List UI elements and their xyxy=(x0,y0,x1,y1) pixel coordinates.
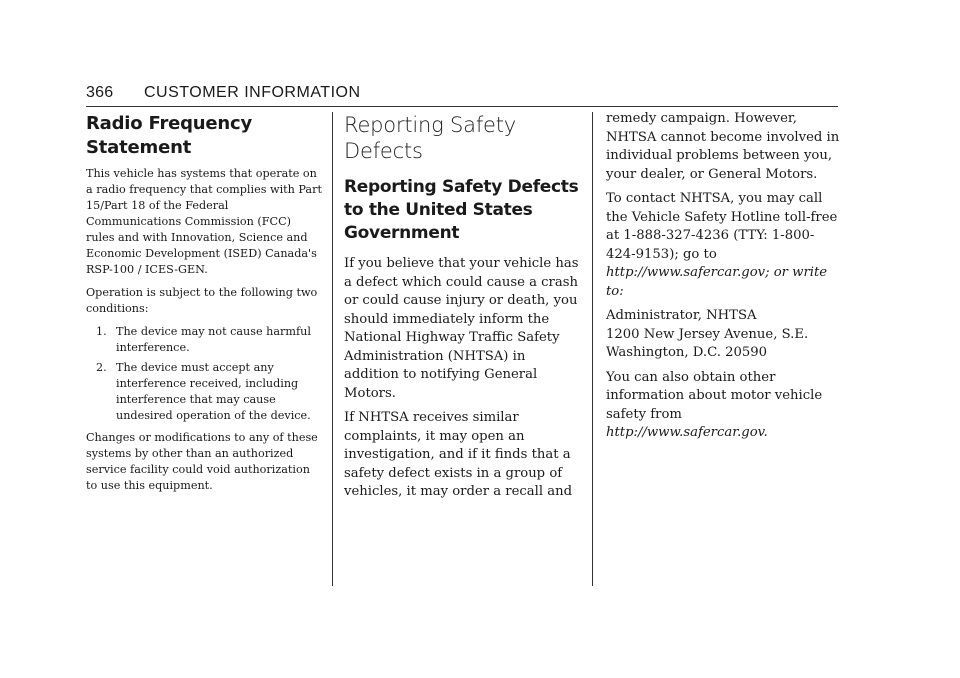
conditions-list xyxy=(86,324,322,424)
safercar-link[interactable]: http://www.safercar.gov xyxy=(606,265,766,280)
address-line: 1200 New Jersey Avenue, S.E. xyxy=(606,326,809,342)
column-middle xyxy=(344,110,580,508)
us-government-subheading: Reporting Safety Defects to the United States Government xyxy=(344,177,579,243)
contact-paragraph xyxy=(606,190,842,301)
radio-frequency-heading: Radio Frequency Statement xyxy=(86,113,253,158)
list-item xyxy=(86,360,322,424)
paragraph: remedy campaign. However, NHTSA cannot become involved in individual problems between you, your dealer, or General Motors. xyxy=(606,111,840,182)
page-number: 366 xyxy=(86,84,114,101)
paragraph-text: . xyxy=(763,425,768,440)
paragraph-text: You can also obtain other information about motor vehicle safety from xyxy=(606,369,823,422)
paragraph-text: ; or write to: xyxy=(606,265,828,299)
paragraph: Changes or modifications to any of these systems by other than an authorized service facility could void authorization to use this equipment. xyxy=(86,431,318,492)
paragraph: If you believe that your vehicle has a defect which could cause a crash or could cause injury or death, you should immediately inform the National Highway Traffic Safety Administration (NHTSA) in addition to notifying General Motors. xyxy=(344,256,579,401)
paragraph: This vehicle has systems that operate on a radio frequency that complies with Part 15/Part 18 of the Federal Communications Commission (FCC) rules and with Innovation, Science and Economic Development (ISED) Canada's RSP-100 / ICES-GEN. xyxy=(86,167,322,276)
column-left xyxy=(86,110,322,501)
address-line: Administrator, NHTSA xyxy=(606,308,757,323)
page-header xyxy=(86,84,838,107)
column-divider xyxy=(332,112,333,586)
list-item-text: The device may not cause harmful interference. xyxy=(116,325,311,354)
paragraph-text: To contact NHTSA, you may call the Vehicle Safety Hotline toll-free at 1-888-327-4236 (TTY: 1-800-424-9153); go to xyxy=(606,191,838,262)
paragraph: Operation is subject to the following two conditions: xyxy=(86,286,318,315)
info-paragraph xyxy=(606,369,842,443)
column-divider xyxy=(592,112,593,586)
column-right xyxy=(606,110,842,449)
safercar-link[interactable]: http://www.safercar.gov xyxy=(606,425,764,440)
address-block xyxy=(606,307,842,363)
section-title: CUSTOMER INFORMATION xyxy=(144,84,361,101)
address-line: Washington, D.C. 20590 xyxy=(606,345,768,360)
list-item xyxy=(86,324,322,356)
list-number: 2. xyxy=(96,361,107,374)
reporting-safety-defects-heading: Reporting Safety Defects xyxy=(344,113,517,163)
list-item-text: The device must accept any interference received, including interference that may cause undesired operation of the device. xyxy=(116,361,311,422)
paragraph: If NHTSA receives similar complaints, it may open an investigation, and if it finds that a safety defect exists in a group of vehicles, it may order a recall and xyxy=(344,410,573,499)
list-number: 1. xyxy=(96,325,107,338)
